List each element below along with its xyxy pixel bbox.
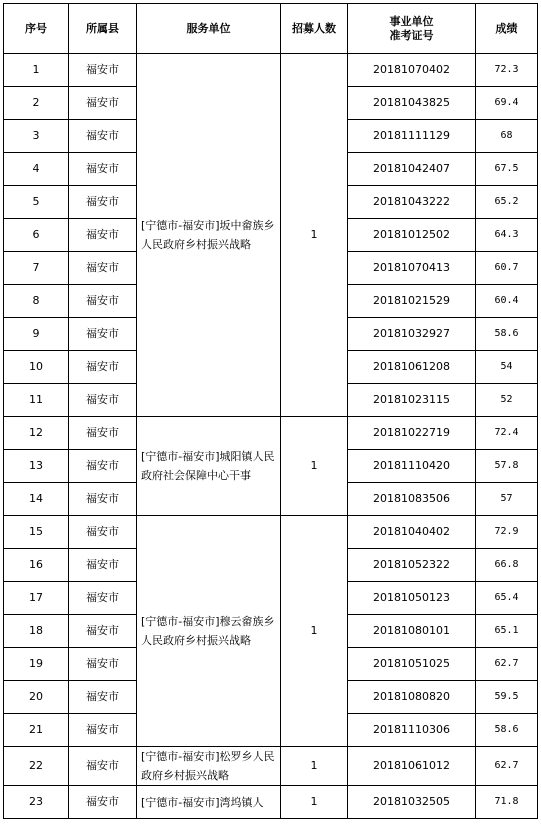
table-row: [4, 747, 538, 786]
cell-seq: 1: [4, 54, 69, 87]
cell-ticket: 20181021529: [348, 285, 476, 318]
cell-seq: 23: [4, 786, 69, 819]
cell-ticket: 20181052322: [348, 549, 476, 582]
cell-ticket: 20181032927: [348, 318, 476, 351]
cell-county: 福安市: [69, 483, 137, 516]
cell-seq: 12: [4, 417, 69, 450]
cell-score: 60.4: [476, 285, 538, 318]
cell-county: 福安市: [69, 87, 137, 120]
cell-seq: 6: [4, 219, 69, 252]
cell-seq: 5: [4, 186, 69, 219]
cell-county: 福安市: [69, 285, 137, 318]
cell-ticket: 20181023115: [348, 384, 476, 417]
header-seq: 序号: [4, 4, 69, 54]
cell-score: 59.5: [476, 681, 538, 714]
cell-score: 57.8: [476, 450, 538, 483]
cell-ticket: 20181061012: [348, 747, 476, 786]
cell-score: 52: [476, 384, 538, 417]
cell-county: 福安市: [69, 681, 137, 714]
cell-unit: [宁德市-福安市]城阳镇人民政府社会保障中心干事: [137, 417, 281, 516]
cell-county: 福安市: [69, 186, 137, 219]
table-row: [4, 516, 538, 549]
cell-ticket: 20181040402: [348, 516, 476, 549]
cell-ticket: 20181051025: [348, 648, 476, 681]
cell-score: 72.9: [476, 516, 538, 549]
table-row: [4, 417, 538, 450]
cell-score: 62.7: [476, 747, 538, 786]
header-ticket: [348, 4, 476, 54]
cell-county: 福安市: [69, 417, 137, 450]
header-unit: 服务单位: [137, 4, 281, 54]
cell-score: 65.1: [476, 615, 538, 648]
cell-seq: 14: [4, 483, 69, 516]
cell-ticket: 20181022719: [348, 417, 476, 450]
cell-score: 57: [476, 483, 538, 516]
cell-seq: 8: [4, 285, 69, 318]
cell-ticket: 20181070402: [348, 54, 476, 87]
cell-county: 福安市: [69, 153, 137, 186]
cell-score: 58.6: [476, 318, 538, 351]
cell-score: 58.6: [476, 714, 538, 747]
cell-ticket: 20181043222: [348, 186, 476, 219]
cell-score: 60.7: [476, 252, 538, 285]
cell-ticket: 20181043825: [348, 87, 476, 120]
cell-county: 福安市: [69, 219, 137, 252]
cell-score: 54: [476, 351, 538, 384]
table-row: [4, 786, 538, 819]
cell-ticket: 20181050123: [348, 582, 476, 615]
cell-score: 62.7: [476, 648, 538, 681]
results-table: [3, 3, 538, 819]
cell-ticket: 20181061208: [348, 351, 476, 384]
cell-score: 72.3: [476, 54, 538, 87]
cell-ticket: 20181070413: [348, 252, 476, 285]
cell-county: 福安市: [69, 615, 137, 648]
cell-score: 64.3: [476, 219, 538, 252]
cell-unit: [宁德市-福安市]穆云畲族乡人民政府乡村振兴战略: [137, 516, 281, 747]
cell-ticket: 20181110420: [348, 450, 476, 483]
cell-score: 65.2: [476, 186, 538, 219]
cell-ticket: 20181032505: [348, 786, 476, 819]
cell-recruit: 1: [281, 516, 348, 747]
cell-seq: 21: [4, 714, 69, 747]
header-score: 成绩: [476, 4, 538, 54]
cell-recruit: 1: [281, 54, 348, 417]
cell-score: 66.8: [476, 549, 538, 582]
cell-score: 65.4: [476, 582, 538, 615]
cell-county: 福安市: [69, 252, 137, 285]
cell-unit: [宁德市-福安市]湾坞镇人: [137, 786, 281, 819]
cell-ticket: 20181083506: [348, 483, 476, 516]
cell-recruit: 1: [281, 417, 348, 516]
cell-seq: 2: [4, 87, 69, 120]
cell-recruit: 1: [281, 747, 348, 786]
cell-score: 72.4: [476, 417, 538, 450]
cell-seq: 11: [4, 384, 69, 417]
cell-score: 69.4: [476, 87, 538, 120]
cell-unit: [宁德市-福安市]坂中畲族乡人民政府乡村振兴战略: [137, 54, 281, 417]
header-recruit: 招募人数: [281, 4, 348, 54]
cell-ticket: 20181080820: [348, 681, 476, 714]
cell-county: 福安市: [69, 54, 137, 87]
cell-seq: 20: [4, 681, 69, 714]
cell-county: 福安市: [69, 384, 137, 417]
cell-county: 福安市: [69, 549, 137, 582]
cell-county: 福安市: [69, 747, 137, 786]
header-county: 所属县: [69, 4, 137, 54]
cell-seq: 22: [4, 747, 69, 786]
cell-county: 福安市: [69, 786, 137, 819]
cell-county: 福安市: [69, 120, 137, 153]
cell-county: 福安市: [69, 648, 137, 681]
header-ticket-line1: 事业单位: [389, 14, 434, 28]
cell-score: 71.8: [476, 786, 538, 819]
cell-ticket: 20181111129: [348, 120, 476, 153]
cell-score: 67.5: [476, 153, 538, 186]
cell-score: 68: [476, 120, 538, 153]
cell-seq: 3: [4, 120, 69, 153]
cell-county: 福安市: [69, 516, 137, 549]
cell-seq: 10: [4, 351, 69, 384]
table-body: [4, 54, 538, 819]
header-ticket-line2: 准考证号: [389, 28, 434, 42]
cell-county: 福安市: [69, 582, 137, 615]
cell-recruit: 1: [281, 786, 348, 819]
cell-seq: 16: [4, 549, 69, 582]
cell-unit: [宁德市-福安市]松罗乡人民政府乡村振兴战略: [137, 747, 281, 786]
cell-seq: 13: [4, 450, 69, 483]
cell-seq: 18: [4, 615, 69, 648]
cell-seq: 9: [4, 318, 69, 351]
cell-county: 福安市: [69, 351, 137, 384]
table-row: [4, 54, 538, 87]
cell-county: 福安市: [69, 714, 137, 747]
cell-county: 福安市: [69, 450, 137, 483]
cell-seq: 17: [4, 582, 69, 615]
cell-ticket: 20181042407: [348, 153, 476, 186]
cell-seq: 4: [4, 153, 69, 186]
header-row: [4, 4, 538, 54]
cell-ticket: 20181080101: [348, 615, 476, 648]
cell-ticket: 20181012502: [348, 219, 476, 252]
cell-seq: 19: [4, 648, 69, 681]
cell-seq: 7: [4, 252, 69, 285]
cell-ticket: 20181110306: [348, 714, 476, 747]
cell-county: 福安市: [69, 318, 137, 351]
cell-seq: 15: [4, 516, 69, 549]
